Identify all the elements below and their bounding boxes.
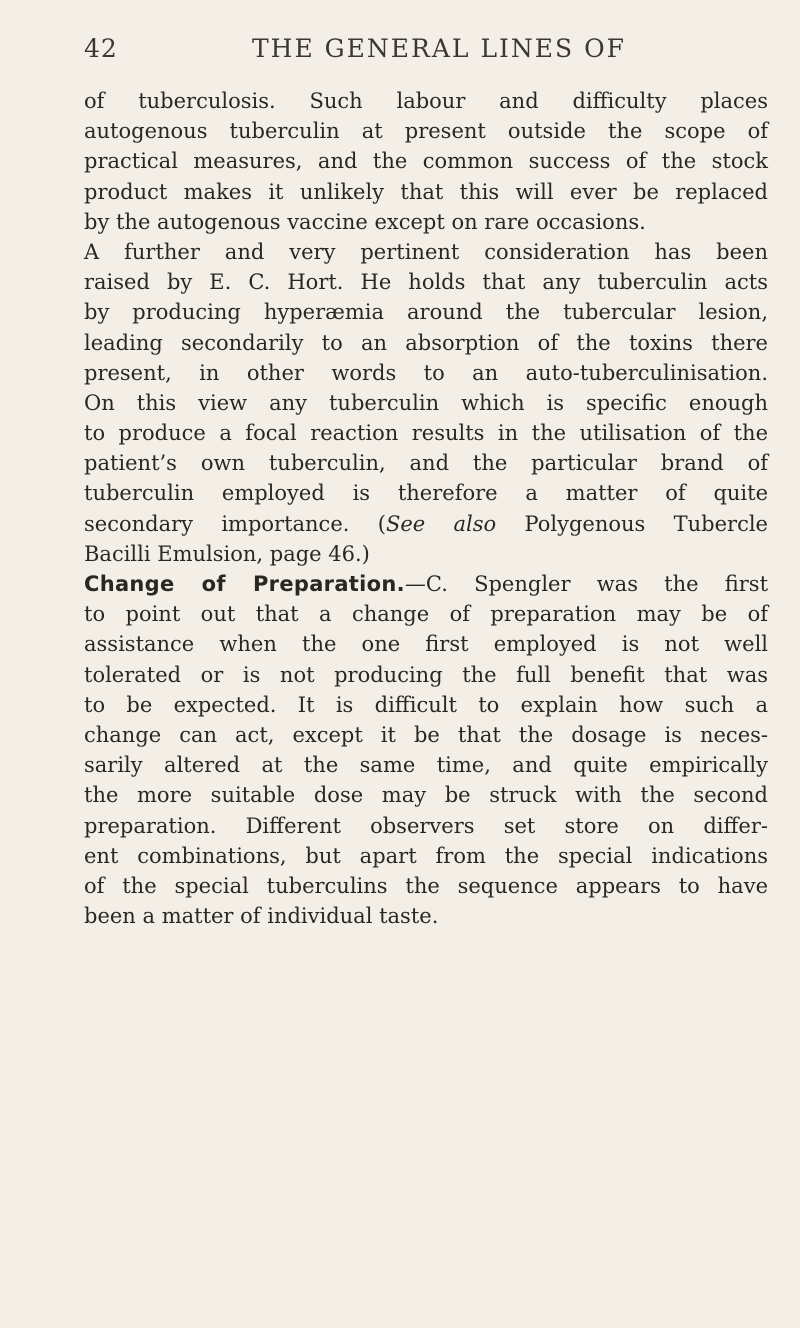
text-line: of the special tuberculins the sequence appears to have: [84, 873, 768, 898]
text-line: the more suitable dose may be struck with the second: [84, 783, 768, 808]
text-line: ent combinations, but apart from the special indications: [84, 843, 768, 868]
heading-line: [84, 569, 768, 599]
text-line: assistance when the one first employed is not well: [84, 632, 768, 657]
text-line: A further and very pertinent consideration has been: [84, 239, 768, 264]
running-head: [84, 34, 760, 66]
page-number: 42: [84, 34, 118, 63]
text-line: to point out that a change of preparation may be of: [84, 602, 768, 627]
text-line: to produce a focal reaction results in the utilisation of the: [84, 421, 768, 446]
text-line: On this view any tuberculin which is specific enough: [84, 390, 768, 415]
text-line: leading secondarily to an absorption of the toxins there: [84, 330, 768, 355]
section-heading: Change of Preparation.: [84, 572, 405, 596]
see-also-reference: See also: [385, 511, 497, 536]
text-line: practical measures, and the common success of the stock: [84, 149, 768, 174]
text-line: present, in other words to an auto-tuberculinisation.: [84, 360, 768, 385]
reference-line: [84, 509, 768, 539]
paragraph-hort: [84, 237, 768, 569]
text-line: tuberculin employed is therefore a matter of quite: [84, 481, 768, 506]
text-line: been a matter of individual taste.: [84, 904, 439, 929]
text-line: by producing hyperæmia around the tubercular lesion,: [84, 300, 768, 325]
running-title: THE GENERAL LINES OF: [252, 34, 626, 63]
text-segment: Polygenous Tubercle: [496, 511, 768, 536]
text-line: Bacilli Emulsion, page 46.): [84, 541, 370, 566]
text-line: by the autogenous vaccine except on rare occasions.: [84, 209, 646, 234]
text-segment: —C. Spengler was the first: [404, 572, 769, 596]
text-segment: secondary importance. (: [84, 511, 386, 536]
text-line: change can act, except it be that the dosage is neces-: [84, 722, 768, 747]
paragraph-change-of-preparation: [84, 569, 768, 931]
text-line: patient’s own tuberculin, and the particular brand of: [84, 451, 768, 476]
text-line: sarily altered at the same time, and quite empirically: [84, 753, 768, 778]
text-line: tolerated or is not producing the full benefit that was: [84, 662, 768, 687]
text-line: of tuberculosis. Such labour and difficulty places: [84, 89, 768, 113]
text-line: autogenous tuberculin at present outside the scope of: [84, 119, 768, 144]
paragraph-continuation: [84, 86, 768, 237]
text-line: preparation. Different observers set store on differ-: [84, 813, 768, 838]
body-text: [84, 86, 768, 931]
text-line: product makes it unlikely that this will ever be replaced: [84, 179, 768, 204]
text-line: to be expected. It is difficult to explain how such a: [84, 692, 768, 717]
text-line: raised by E. C. Hort. He holds that any tuberculin acts: [84, 270, 768, 295]
